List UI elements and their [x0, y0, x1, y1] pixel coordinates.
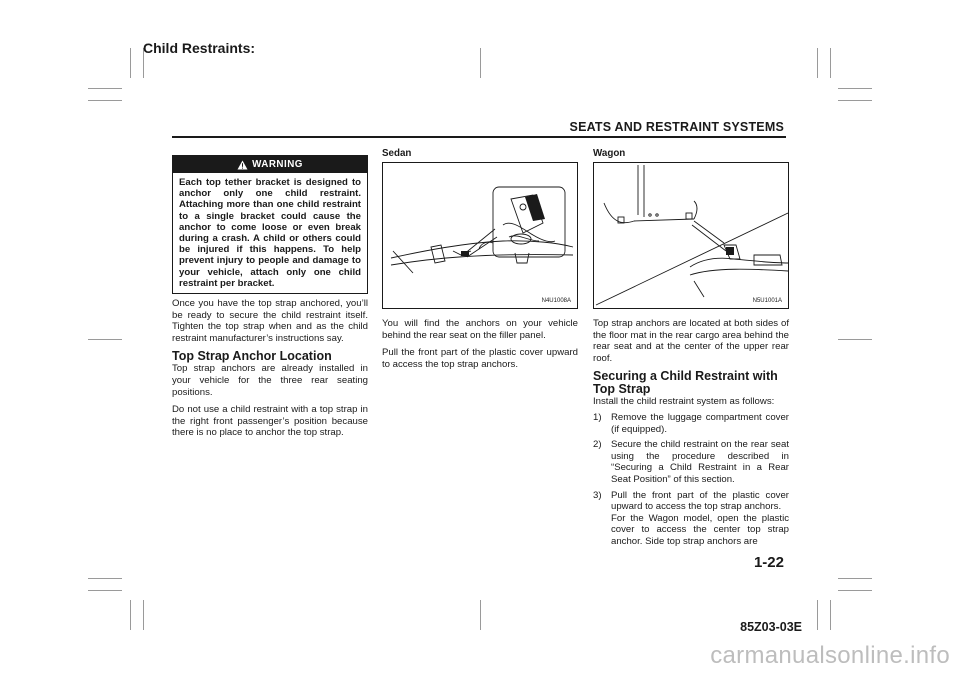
- figure-code: N5U1001A: [752, 298, 782, 304]
- paragraph: You will find the anchors on your vehicle behind the rear seat on the filler panel.: [382, 318, 578, 341]
- crop-mark: [130, 600, 131, 630]
- document-code: 85Z03-03E: [740, 620, 802, 634]
- crop-mark: [838, 88, 872, 89]
- paragraph: Install the child restraint system as follows:: [593, 396, 775, 408]
- step-text: Pull the front part of the plastic cover upward to access the top strap anchors.: [611, 489, 789, 513]
- column-left: [172, 298, 368, 445]
- warning-text: Each top tether bracket is designed to anchor only one child restraint. Attaching more than one child restraint to a single bracket could cause the anchor to come loose or even break during a crash. A child or others could be injured if this happens. To help prevent injury to people and damage to your vehicle, attach only one child restraint per bracket.: [179, 177, 361, 289]
- chapter-title: Child Restraints:: [143, 40, 256, 56]
- crop-mark: [830, 48, 831, 78]
- crop-mark: [480, 48, 481, 78]
- header-rule: [172, 136, 786, 138]
- sedan-anchor-illustration: [383, 163, 577, 308]
- step-text: Remove the luggage compartment cover (if equipped).: [611, 411, 789, 435]
- crop-mark: [838, 578, 872, 579]
- sedan-figure: [382, 162, 578, 309]
- heading-securing-child-restraint: Securing a Child Restraint with Top Strap: [593, 369, 778, 397]
- heading-top-strap-anchor-location: Top Strap Anchor Location: [172, 349, 332, 364]
- list-item: [593, 412, 789, 435]
- warning-triangle-icon: [237, 160, 248, 170]
- wagon-figure: [593, 162, 789, 309]
- crop-mark: [130, 48, 131, 78]
- watermark: carmanualsonline.info: [710, 642, 950, 669]
- crop-mark: [88, 100, 122, 101]
- list-item: [593, 490, 789, 548]
- figure-code: N4U1008A: [541, 298, 571, 304]
- step-body: [611, 490, 789, 548]
- page-number: 1-22: [753, 554, 784, 571]
- crop-mark: [143, 600, 144, 630]
- paragraph: Top strap anchors are already installed in your vehicle for the three rear seating positions.: [172, 363, 368, 398]
- crop-mark: [88, 339, 122, 340]
- column-right: [593, 318, 789, 552]
- warning-box: [172, 155, 368, 294]
- step-number: 1): [593, 411, 602, 423]
- crop-mark: [817, 600, 818, 630]
- list-item: [593, 439, 789, 485]
- crop-mark: [830, 600, 831, 630]
- column-middle: [382, 318, 578, 376]
- crop-mark: [838, 590, 872, 591]
- crop-mark: [88, 578, 122, 579]
- crop-mark: [88, 590, 122, 591]
- crop-mark: [88, 88, 122, 89]
- crop-mark: [480, 600, 481, 630]
- paragraph: Once you have the top strap anchored, you’ll be ready to secure the child restraint itself. Tighten the top strap when and as the child restraint manufacturer’s instructions say.: [172, 298, 368, 344]
- sedan-label: Sedan: [382, 148, 412, 159]
- crop-mark: [838, 100, 872, 101]
- crop-mark: [817, 48, 818, 78]
- paragraph: Pull the front part of the plastic cover upward to access the top strap anchors.: [382, 347, 578, 370]
- step-text: Secure the child restraint on the rear seat using the procedure described in “Securing a Child Restraint in a Rear Seat Position” of this section.: [611, 439, 789, 485]
- steps-list: [593, 412, 789, 548]
- step-number: 3): [593, 489, 602, 501]
- step-number: 2): [593, 439, 602, 451]
- paragraph: Top strap anchors are located at both sides of the floor mat in the rear cargo area behind the rear seat and at the center of the upper rear roof.: [593, 318, 789, 364]
- wagon-label: Wagon: [593, 148, 626, 159]
- warning-header: [173, 156, 367, 173]
- section-title: SEATS AND RESTRAINT SYSTEMS: [569, 120, 784, 134]
- crop-mark: [838, 339, 872, 340]
- wagon-anchor-illustration: [594, 163, 788, 308]
- paragraph: Do not use a child restraint with a top strap in the right front passenger’s position because there is no place to anchor the top strap.: [172, 404, 368, 439]
- step-extra-text: For the Wagon model, open the plastic cover to access the center top strap anchor. Side top strap anchors are: [611, 512, 789, 547]
- warning-title: WARNING: [252, 159, 303, 170]
